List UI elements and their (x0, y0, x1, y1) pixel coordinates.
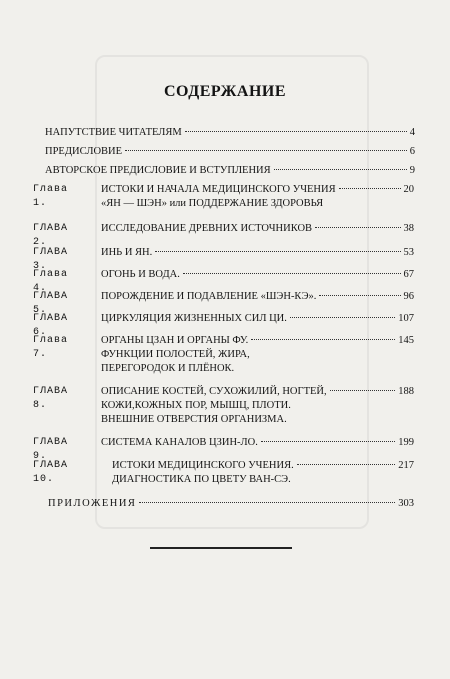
entry-line (48, 497, 414, 511)
chapter-label: ГЛАВА 10. (33, 460, 69, 485)
entry-title: ОПИСАНИЕ КОСТЕЙ, СУХОЖИЛИЙ, НОГТЕЙ, (101, 386, 327, 397)
entry-title: АВТОРСКОЕ ПРЕДИСЛОВИЕ И ВСТУПЛЕНИЯ (45, 165, 271, 176)
entry-body (112, 459, 414, 487)
entry-title: ФУНКЦИИ ПОЛОСТЕЙ, ЖИРА, (101, 349, 250, 360)
entry-body (101, 385, 414, 427)
chapter-label: ГЛАВА 9. (33, 437, 69, 462)
page-number: 199 (398, 437, 414, 448)
entry-line (101, 246, 414, 260)
dot-leader (330, 390, 396, 391)
chapter-label: ГЛАВА 3. (33, 247, 69, 272)
page-number: 4 (409, 127, 415, 138)
page-number: 20 (403, 184, 414, 195)
chapter-label: Глава 1. (33, 184, 69, 209)
entry-line (112, 459, 414, 473)
dot-leader (139, 502, 395, 503)
entry-line (101, 348, 414, 362)
entry-title: ИСТОКИ И НАЧАЛА МЕДИЦИНСКОГО УЧЕНИЯ (101, 184, 336, 195)
entry-title: СИСТЕМА КАНАЛОВ ЦЗИН-ЛО. (101, 437, 258, 448)
entry-title: ИССЛЕДОВАНИЕ ДРЕВНИХ ИСТОЧНИКОВ (101, 223, 313, 234)
page-number: 107 (398, 313, 414, 324)
entry-title: ОГОНЬ И ВОДА. (101, 269, 180, 280)
dot-leader (297, 464, 396, 465)
page-number: 38 (403, 223, 414, 234)
entry-body (101, 290, 414, 304)
dot-leader (339, 188, 401, 189)
entry-body (101, 334, 414, 376)
entry-title: ПРЕДИСЛОВИЕ (45, 146, 123, 157)
entry-title: ОРГАНЫ ЦЗАН И ОРГАНЫ ФУ. (101, 335, 249, 346)
entry-body (45, 126, 415, 140)
entry-line (101, 183, 414, 197)
page-number: 53 (403, 247, 414, 258)
dot-leader (251, 339, 395, 340)
entry-line (101, 399, 414, 413)
entry-line (101, 222, 414, 236)
entry-body (101, 183, 414, 211)
entry-title: ПЕРЕГОРОДОК И ПЛЁНОК. (101, 363, 235, 374)
entry-body (101, 246, 414, 260)
page-number: 303 (398, 498, 414, 509)
page-number: 67 (403, 269, 414, 280)
entry-line (45, 164, 415, 178)
chapter-label: Глава 7. (33, 335, 69, 360)
page-number: 9 (409, 165, 415, 176)
entry-line (45, 145, 415, 159)
entry-line (101, 312, 414, 326)
dot-leader (315, 227, 400, 228)
dot-leader (261, 441, 395, 442)
entry-line (101, 362, 414, 376)
dot-leader (274, 169, 407, 170)
chapter-label: ГЛАВА 8. (33, 386, 69, 411)
chapter-label: Глава 4. (33, 269, 69, 294)
entry-title: ДИАГНОСТИКА ПО ЦВЕТУ ВАН-СЭ. (112, 474, 291, 485)
entry-title: ПРИЛОЖЕНИЯ (48, 498, 137, 509)
entry-body (101, 436, 414, 450)
dot-leader (185, 131, 407, 132)
entry-body (45, 164, 415, 178)
chapter-label: ГЛАВА 5. (33, 291, 69, 316)
entry-title: ИСТОКИ МЕДИЦИНСКОГО УЧЕНИЯ. (112, 460, 294, 471)
entry-body (101, 312, 414, 326)
entry-title: ПОРОЖДЕНИЕ И ПОДАВЛЕНИЕ «ШЭН-КЭ». (101, 291, 317, 302)
chapter-label: ГЛАВА 2. (33, 223, 69, 248)
page-number: 6 (409, 146, 415, 157)
entry-line (101, 268, 414, 282)
entry-title: НАПУТСТВИЕ ЧИТАТЕЛЯМ (45, 127, 182, 138)
page-number: 217 (398, 460, 414, 471)
page-number: 145 (398, 335, 414, 346)
entry-body (101, 268, 414, 282)
page-number: 96 (403, 291, 414, 302)
entry-title: ВНЕШНИЕ ОТВЕРСТИЯ ОРГАНИЗМА. (101, 414, 287, 425)
dot-leader (319, 295, 400, 296)
dot-leader (155, 251, 400, 252)
entry-line (101, 436, 414, 450)
entry-line (101, 290, 414, 304)
entry-title: ЦИРКУЛЯЦИЯ ЖИЗНЕННЫХ СИЛ ЦИ. (101, 313, 287, 324)
dot-leader (290, 317, 395, 318)
entry-line (101, 334, 414, 348)
chapter-label: ГЛАВА 6. (33, 313, 69, 338)
entry-title: «ЯН — ШЭН» или ПОДДЕРЖАНИЕ ЗДОРОВЬЯ (101, 198, 324, 209)
entry-title: КОЖИ,КОЖНЫХ ПОР, МЫШЦ, ПЛОТИ. (101, 400, 291, 411)
entry-line (45, 126, 415, 140)
entry-body (101, 222, 414, 236)
divider-rule (150, 547, 292, 549)
page-title: СОДЕРЖАНИЕ (163, 83, 287, 100)
entry-body (48, 497, 414, 511)
entry-line (112, 473, 414, 487)
dot-leader (183, 273, 401, 274)
entry-body (45, 145, 415, 159)
entry-title: ИНЬ И ЯН. (101, 247, 153, 258)
entry-line (101, 385, 414, 399)
page-number: 188 (398, 386, 414, 397)
dot-leader (125, 150, 407, 151)
entry-line (101, 197, 414, 211)
entry-line (101, 413, 414, 427)
